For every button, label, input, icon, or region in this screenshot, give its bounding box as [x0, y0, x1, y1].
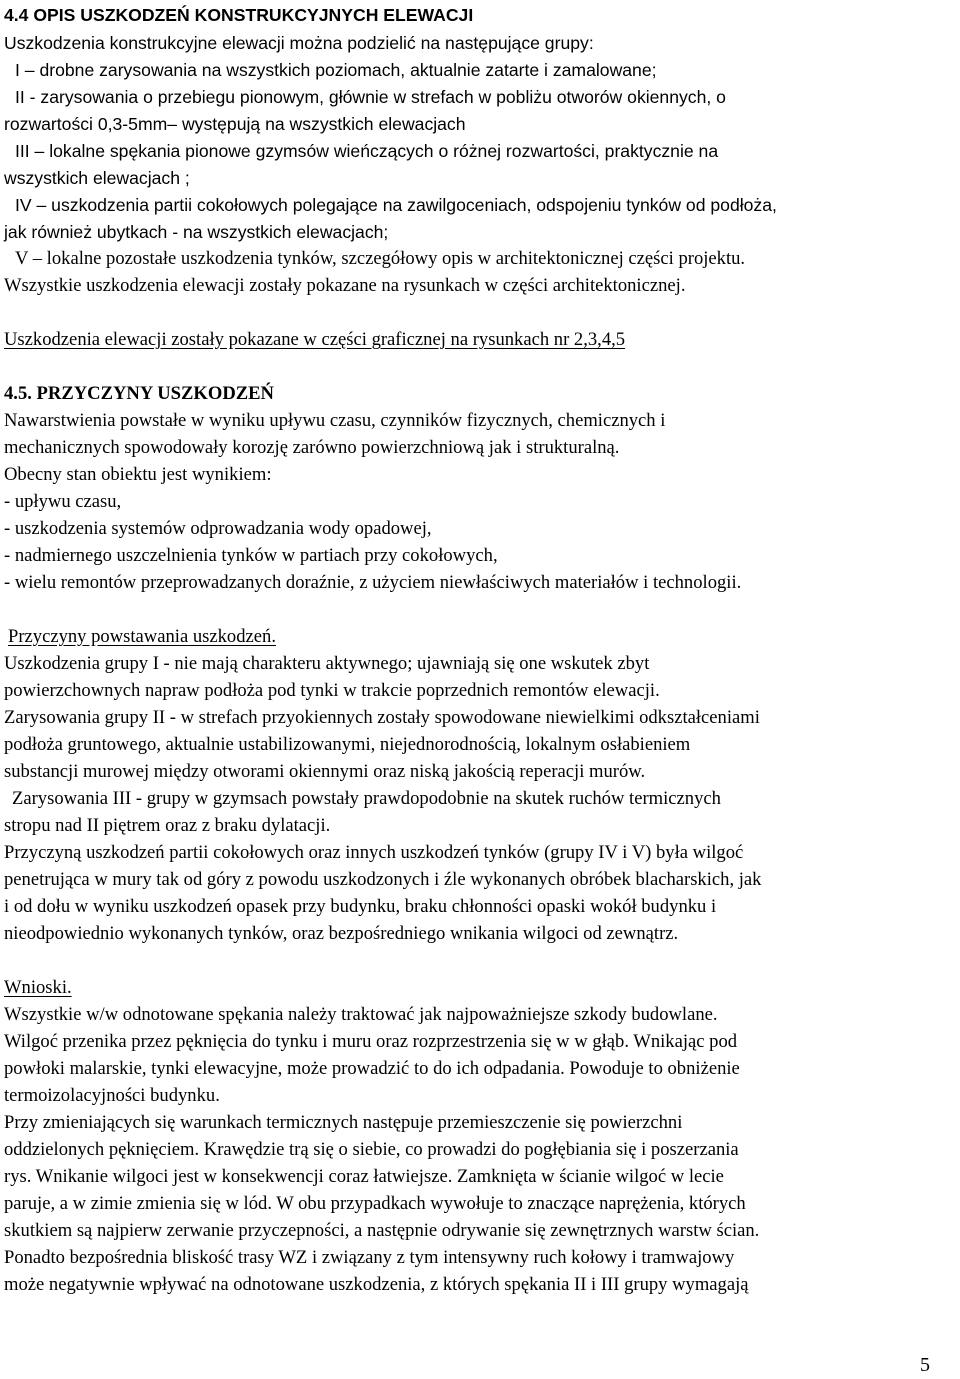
- causes-line: stropu nad II piętrem oraz z braku dylatacji.: [4, 815, 331, 836]
- causes-line: i od dołu w wyniku uszkodzeń opasek przy budynku, braku chłonności opaski wokół budynku i: [4, 896, 717, 917]
- causes-line: substancji murowej między otworami okiennymi oraz niską jakością reperacji murów.: [4, 761, 646, 782]
- list-item: - wielu remontów przeprowadzanych doraźnie, z użyciem niewłaściwych materiałów i technologii.: [4, 572, 742, 593]
- conclusions-line: Wilgoć przenika przez pęknięcia do tynku i muru oraz rozprzestrzenia się w w głąb. Wnikając pod: [4, 1031, 738, 1052]
- conclusions-line: termoizolacyjności budynku.: [4, 1085, 220, 1106]
- group-ii-text-2: rozwartości 0,3-5mm– występują na wszystkich elewacjach: [4, 114, 466, 134]
- causes-line: Przyczyną uszkodzeń partii cokołowych oraz innych uszkodzeń tynków (grupy IV i V) była wilgoć: [4, 842, 744, 863]
- causes-line: penetrująca w mury tak od góry z powodu uszkodzonych i źle wykonanych obróbek blacharskich, jak: [4, 869, 762, 890]
- conclusions-line: Przy zmieniających się warunkach termicznych następuje przemieszczenie się powierzchni: [4, 1112, 683, 1133]
- section-4-5-paragraph-2: Obecny stan obiektu jest wynikiem:: [4, 464, 272, 485]
- section-4-5-heading: 4.5. PRZYCZYNY USZKODZEŃ: [4, 383, 274, 404]
- causes-line: Uszkodzenia grupy I - nie mają charakteru aktywnego; ujawniają się one wskutek zbyt: [4, 653, 650, 674]
- page-number: 5: [920, 1354, 930, 1376]
- section-4-4-heading: 4.4 OPIS USZKODZEŃ KONSTRUKCYJNYCH ELEWACJI: [4, 5, 474, 25]
- conclusions-heading: Wnioski.: [4, 977, 72, 998]
- section-4-5-paragraph-line-1: Nawarstwienia powstałe w wyniku upływu czasu, czynników fizycznych, chemicznych i: [4, 410, 666, 431]
- conclusions-line: oddzielonych pęknięciem. Krawędzie trą się o siebie, co prowadzi do pogłębiania się i poszerzania: [4, 1139, 739, 1160]
- conclusions-line: paruje, a w zimie zmienia się w lód. W obu przypadkach wywołuje to znaczące naprężenia, których: [4, 1193, 746, 1214]
- causes-line: Zarysowania grupy II - w strefach przyokiennych zostały spowodowane niewielkimi odkształceniami: [4, 707, 760, 728]
- conclusions-line: Ponadto bezpośrednia bliskość trasy WZ i związany z tym intensywny ruch kołowy i tramwajowy: [4, 1247, 735, 1268]
- conclusions-line: może negatywnie wpływać na odnotowane uszkodzenia, z których spękania II i III grupy wymagają: [4, 1274, 749, 1295]
- drawings-reference: Uszkodzenia elewacji zostały pokazane w części graficznej na rysunkach nr 2,3,4,5: [4, 329, 626, 350]
- group-iii-text-1: III – lokalne spękania pionowe gzymsów wieńczących o różnej rozwartości, praktycznie na: [15, 141, 719, 161]
- conclusions-line: powłoki malarskie, tynki elewacyjne, może prowadzić to do ich odpadania. Powoduje to obniżenie: [4, 1058, 740, 1079]
- list-item: - nadmiernego uszczelnienia tynków w partiach przy cokołowych,: [4, 545, 498, 566]
- causes-heading: Przyczyny powstawania uszkodzeń.: [8, 626, 276, 647]
- list-item: - upływu czasu,: [4, 491, 122, 512]
- section-4-5-paragraph-line-2: mechanicznych spowodowały korozję zarówno powierzchniową jak i strukturalną.: [4, 437, 620, 458]
- group-iii-text-2: wszystkich elewacjach ;: [4, 168, 190, 188]
- conclusions-line: rys. Wnikanie wilgoci jest w konsekwencji coraz łatwiejsze. Zamknięta w ścianie wilgoć w lecie: [4, 1166, 724, 1187]
- group-iv-text-1: IV – uszkodzenia partii cokołowych polegające na zawilgoceniach, odspojeniu tynków od podłoża,: [15, 195, 777, 215]
- conclusions-line: skutkiem są najpierw zerwanie przyczepności, a następnie odrywanie się zewnętrznych warstw ścian.: [4, 1220, 760, 1241]
- section-4-4-intro: Uszkodzenia konstrukcyjne elewacji można podzielić na następujące grupy:: [4, 33, 594, 53]
- causes-line: Zarysowania III - grupy w gzymsach powstały prawdopodobnie na skutek ruchów termicznych: [12, 788, 721, 809]
- group-i-text: I – drobne zarysowania na wszystkich poziomach, aktualnie zatarte i zamalowane;: [15, 60, 657, 80]
- causes-line: nieodpowiednio wykonanych tynków, oraz bezpośredniego wnikania wilgoci od zewnątrz.: [4, 923, 679, 944]
- group-ii-text-1: II - zarysowania o przebiegu pionowym, głównie w strefach w pobliżu otworów okiennych, o: [15, 87, 726, 107]
- causes-line: powierzchownych napraw podłoża pod tynki w trakcie poprzednich remontów elewacji.: [4, 680, 660, 701]
- conclusions-line: Wszystkie w/w odnotowane spękania należy traktować jak najpoważniejsze szkody budowlane.: [4, 1004, 718, 1025]
- group-v-text: V – lokalne pozostałe uszkodzenia tynków, szczegółowy opis w architektonicznej części projektu.: [15, 248, 746, 269]
- list-item: - uszkodzenia systemów odprowadzania wody opadowej,: [4, 518, 432, 539]
- section-4-4-summary: Wszystkie uszkodzenia elewacji zostały pokazane na rysunkach w części architektonicznej.: [4, 275, 686, 296]
- causes-line: podłoża gruntowego, aktualnie ustabilizowanymi, niejednorodnością, lokalnym osłabieniem: [4, 734, 691, 755]
- group-iv-text-2: jak również ubytkach - na wszystkich elewacjach;: [4, 222, 389, 242]
